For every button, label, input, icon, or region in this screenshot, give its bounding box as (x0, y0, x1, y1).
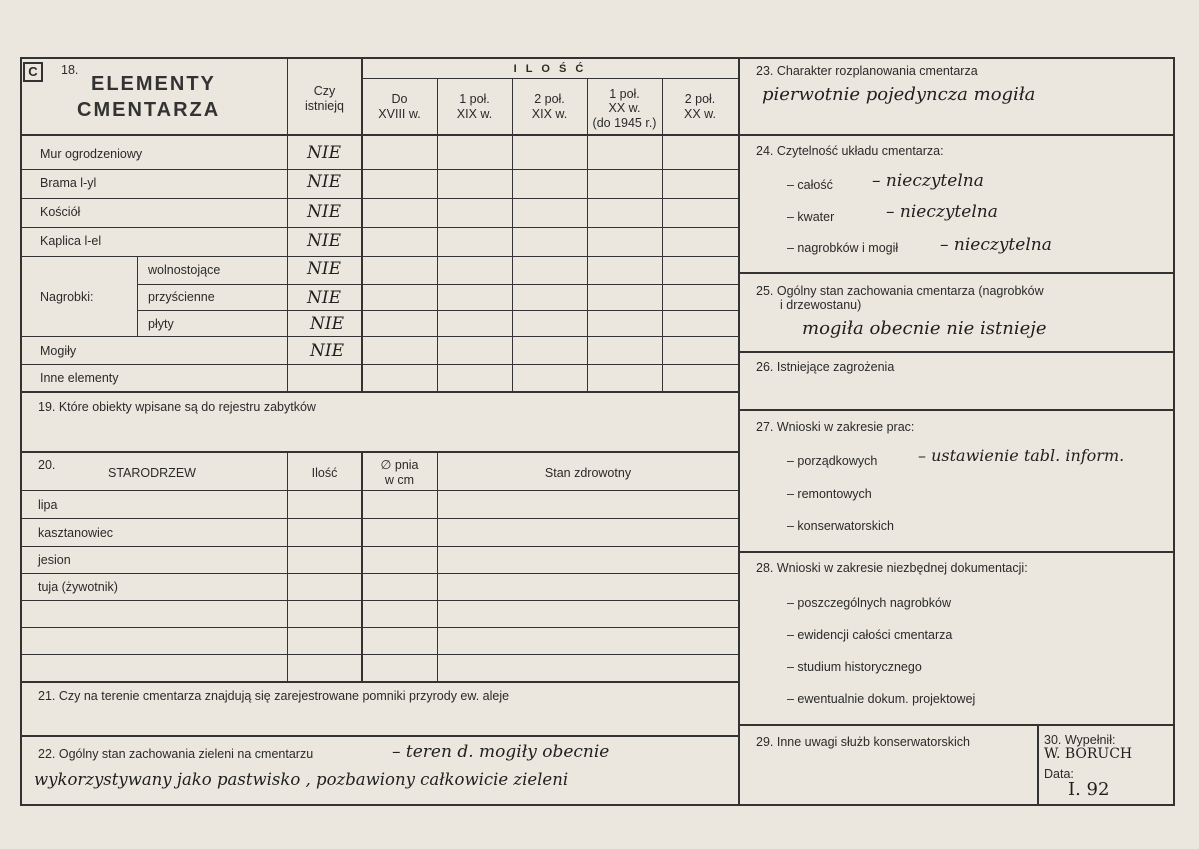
row-value-przyscienne: NIE (307, 288, 341, 308)
s22-label: 22. Ogólny stan zachowania zieleni na cmentarzu (38, 747, 314, 761)
row-line (20, 336, 738, 337)
row-line (20, 600, 738, 601)
row-line (20, 256, 738, 257)
s20-header-line (20, 490, 738, 491)
row-line (20, 518, 738, 519)
s25-label-line2: i drzewostanu) (780, 298, 862, 312)
s27-remontowych: – remontowych (787, 487, 872, 501)
tree-tuja: tuja (żywotnik) (38, 580, 118, 594)
s28-item-2: – ewidencji całości cmentarza (787, 628, 953, 642)
period-col-3-line1: 2 poł. (534, 92, 565, 106)
s18-bottom-line (20, 391, 738, 393)
row-line (20, 169, 738, 170)
row-label-kosciol: Kościół (40, 205, 81, 219)
row-label-brama: Brama l-yl (40, 176, 97, 190)
s18-nagrobki-line (137, 256, 138, 336)
col-exists-line1: Czy (313, 84, 336, 98)
s18-title-line2: CMENTARZA (77, 99, 221, 121)
s26-label: 26. Istniejące zagrożenia (756, 360, 895, 374)
period-col-2-line1: 1 poł. (459, 92, 490, 106)
s18-col-line (512, 78, 513, 391)
row-line (137, 284, 738, 285)
period-col-4-line2: XX w. (608, 101, 641, 115)
s29-label: 29. Inne uwagi służb konserwatorskich (756, 735, 971, 749)
row-value-wolnostojace: NIE (307, 259, 341, 279)
s20-col-pnia-line1: ∅ pnia (380, 458, 419, 472)
row-line (20, 573, 738, 574)
tree-lipa: lipa (38, 498, 58, 512)
s22-answer-line1: – teren d. mogiły obecnie (392, 742, 610, 762)
center-divider (738, 57, 740, 806)
row-label-przyscienne: przyścienne (148, 290, 215, 304)
s18-title-line1: ELEMENTY (91, 73, 216, 95)
row-line (20, 198, 738, 199)
s24-calosc-label: – całość (787, 178, 833, 192)
row-line (20, 227, 738, 228)
s27-bottom-line (738, 551, 1175, 553)
s24-label: 24. Czytelność układu cmentarza: (756, 144, 944, 158)
s26-bottom-line (738, 409, 1175, 411)
col-exists-line2: istniejq (305, 99, 344, 113)
row-line (137, 310, 738, 311)
s25-label-line1: 25. Ogólny stan zachowania cmentarza (nagrobków (756, 284, 1044, 298)
s20-col-line (437, 451, 438, 682)
s28-label: 28. Wnioski w zakresie niezbędnej dokumentacji: (756, 561, 1028, 575)
s27-porzadkowych-answer: – ustawienie tabl. inform. (918, 446, 1125, 465)
row-label-plyty: płyty (148, 317, 174, 331)
s28-bottom-line (738, 724, 1175, 726)
s20-bottom-line (20, 681, 738, 683)
period-col-5-line1: 2 poł. (684, 92, 716, 106)
s24-bottom-line (738, 272, 1175, 274)
s20-col-pnia-line2: w cm (384, 473, 415, 487)
ilosc-header: I L O Ś Ć (513, 63, 587, 75)
s28-item-4: – ewentualnie dokum. projektowej (787, 692, 976, 706)
s25-answer: mogiła obecnie nie istnieje (802, 318, 1047, 339)
row-value-mogily: NIE (310, 341, 344, 361)
s29-divider (1037, 724, 1039, 806)
period-col-4-line3: (do 1945 r.) (592, 116, 657, 130)
s21-label: 21. Czy na terenie cmentarza znajdują się zarejestrowane pomniki przyrody ew. aleje (38, 689, 510, 703)
row-label-wolnostojace: wolnostojące (148, 263, 221, 277)
s27-konserwatorskich: – konserwatorskich (787, 519, 894, 533)
s20-col-line (287, 451, 288, 682)
s28-item-3: – studium historycznego (787, 660, 922, 674)
s23-bottom-line (738, 134, 1175, 136)
period-col-2-line2: XIX w. (456, 107, 493, 121)
row-value-kaplica: NIE (307, 231, 341, 251)
period-col-3-line2: XIX w. (531, 107, 568, 121)
s23-label: 23. Charakter rozplanowania cmentarza (756, 64, 978, 78)
s18-ilosc-line (361, 78, 738, 79)
period-col-4-line1: 1 poł. (609, 87, 640, 101)
row-line (20, 654, 738, 655)
s24-calosc-answer: – nieczytelna (872, 171, 984, 191)
s21-bottom-line (20, 735, 738, 737)
period-col-1-line2: XVIII w. (378, 107, 421, 121)
row-value-kosciol: NIE (307, 202, 341, 222)
s23-answer: pierwotnie pojedyncza mogiła (762, 84, 1036, 105)
s24-kwater-answer: – nieczytelna (886, 202, 998, 222)
period-col-1-line1: Do (391, 92, 408, 106)
s30-date-label: Data: (1044, 767, 1074, 781)
s20-col-stan: Stan zdrowotny (544, 466, 632, 480)
s24-nagrobkow-label: – nagrobków i mogił (787, 241, 899, 255)
s30-name: W. BORUCH (1044, 746, 1133, 762)
s20-number: 20. (38, 458, 56, 472)
s30-date-value: I. 92 (1068, 779, 1110, 800)
row-value-brama: NIE (307, 172, 341, 192)
s19-label: 19. Które obiekty wpisane są do rejestru zabytków (38, 400, 316, 414)
s24-kwater-label: – kwater (787, 210, 835, 224)
s30-label: 30. Wypełnił: (1044, 733, 1116, 747)
row-value-mur: NIE (307, 143, 341, 163)
row-label-mogily: Mogiły (40, 344, 77, 358)
row-value-plyty: NIE (310, 314, 344, 334)
s25-bottom-line (738, 351, 1175, 353)
s18-header-line (20, 134, 738, 136)
period-col-5-line2: XX w. (684, 107, 716, 121)
tree-kasztanowiec: kasztanowiec (38, 526, 114, 540)
s22-answer-line2: wykorzystywany jako pastwisko , pozbawiony całkowicie zieleni (34, 770, 569, 789)
row-label-mur: Mur ogrodzeniowy (40, 147, 143, 161)
row-line (20, 627, 738, 628)
s18-number: 18. (61, 63, 79, 77)
s19-bottom-line (20, 451, 738, 453)
s18-col-line (662, 78, 663, 391)
nagrobki-label: Nagrobki: (40, 290, 94, 304)
s27-porzadkowych-label: – porządkowych (787, 454, 878, 468)
s20-col-ilosc: Ilość (311, 466, 338, 480)
row-label-kaplica: Kaplica l-el (40, 234, 102, 248)
row-line (20, 364, 738, 365)
section-letter-box: C (23, 62, 43, 82)
tree-jesion: jesion (38, 553, 71, 567)
s28-item-1: – poszczególnych nagrobków (787, 596, 951, 610)
s18-col-line (437, 78, 438, 391)
s20-title: STARODRZEW (108, 466, 196, 480)
row-line (20, 546, 738, 547)
s24-nagrobkow-answer: – nieczytelna (940, 235, 1052, 255)
row-label-inne: Inne elementy (40, 371, 119, 385)
s27-label: 27. Wnioski w zakresie prac: (756, 420, 915, 434)
